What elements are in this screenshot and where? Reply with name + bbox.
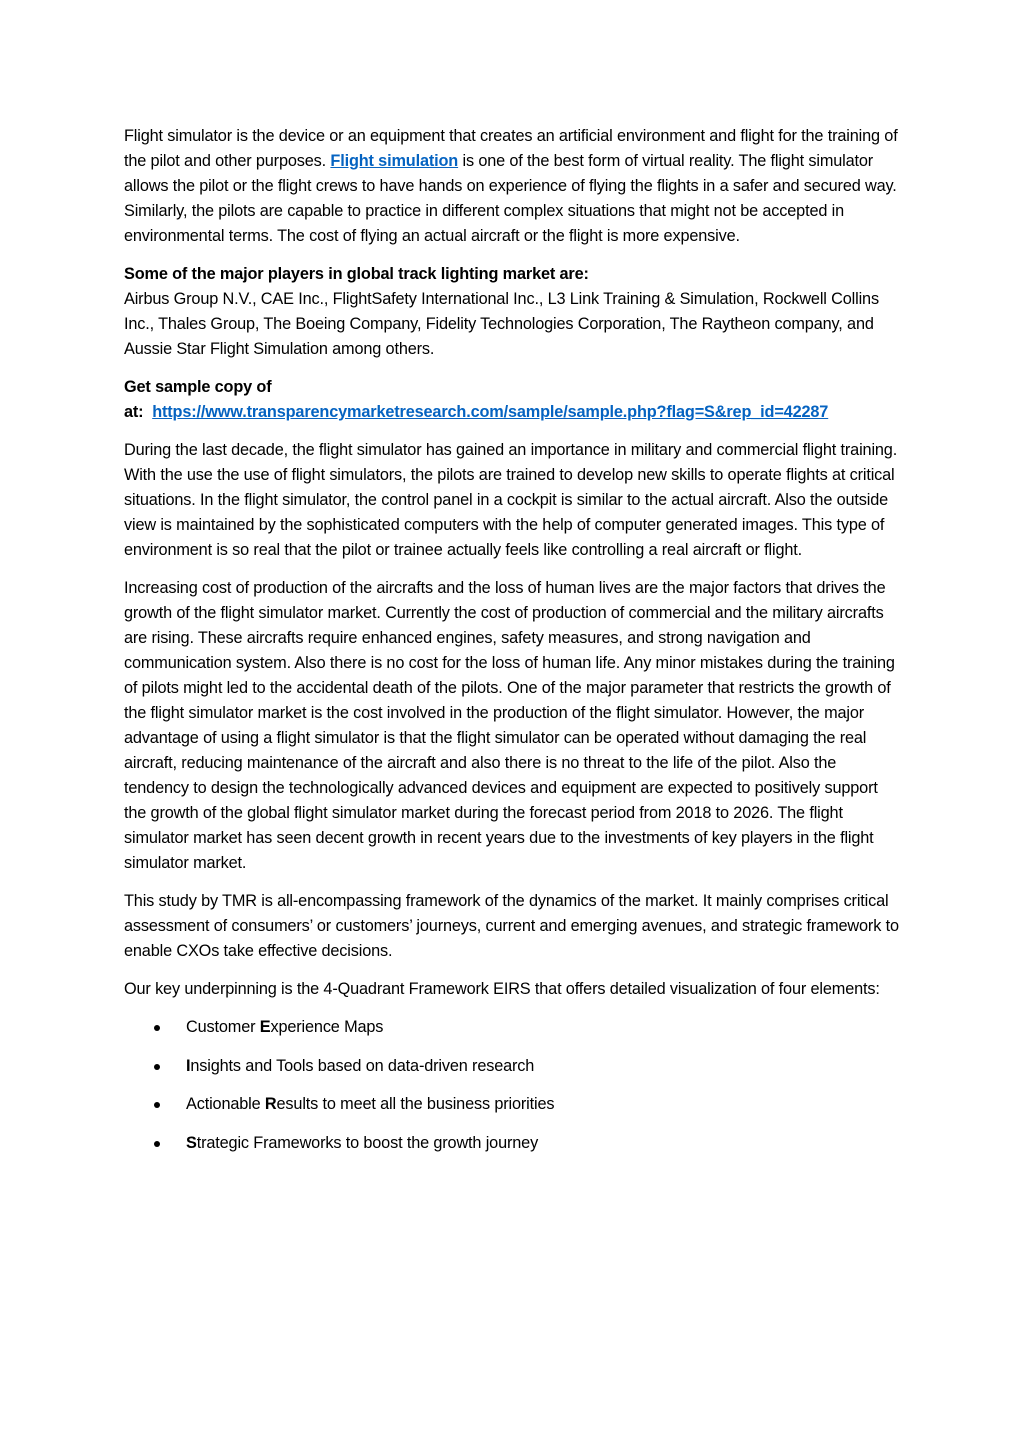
list-item: Insights and Tools based on data-driven research bbox=[124, 1054, 904, 1079]
list-item: Strategic Frameworks to boost the growth journey bbox=[124, 1131, 904, 1156]
eirs-bullet-list bbox=[124, 1015, 904, 1156]
bullet-letter: I bbox=[186, 1056, 191, 1075]
paragraph-framework: Our key underpinning is the 4-Quadrant Framework EIRS that offers detailed visualization of four elements: bbox=[124, 980, 880, 998]
bullet-icon bbox=[154, 1025, 160, 1031]
intro-text-end: is one of the best form of virtual reality. The flight simulator allows the pilot or the flight crews to have hands on experience of flying the flights in a safer and secured way. Similarly, the pilots are capable to practice in different complex situations that might not be accepted in environmental terms. The cost of flying an actual aircraft or the flight is more expensive. bbox=[124, 152, 897, 245]
sample-label-line2: at: bbox=[124, 403, 144, 421]
bullet-letter: R bbox=[264, 1095, 277, 1113]
bullet-icon bbox=[154, 1064, 160, 1070]
paragraph-growth-factors: Increasing cost of production of the aircrafts and the loss of human lives are the major factors that drives the growth of the flight simulator market. Currently the cost of production of commercial and the military aircrafts are rising. These aircrafts require enhanced engines, safety measures, and strong navigation and communication system. Also there is no cost for the loss of human life. Any minor mistakes during the training of pilots might led to the accidental death of the pilots. One of the major parameter that restricts the growth of the flight simulator market is the cost involved in the production of the flight simulator. However, the major advantage of using a flight simulator is that the flight simulator can be operated without damaging the real aircraft, reducing maintenance of the aircraft and also there is no threat to the life of the pilot. Also the tendency to design the technologically advanced devices and equipment are expected to positively support the growth of the global flight simulator market during the forecast period from 2018 to 2026. The flight simulator market has seen decent growth in recent years due to the investments of key players in the flight simulator market. bbox=[124, 579, 895, 872]
players-list: Airbus Group N.V., CAE Inc., FlightSafety International Inc., L3 Link Training & Simulation, Rockwell Collins Inc., Thales Group, The Boeing Company, Fidelity Technologies Corporation, The Raytheon company, and Aussie Star Flight Simulation among others. bbox=[124, 290, 879, 358]
players-heading: Some of the major players in global track lighting market are: bbox=[124, 265, 589, 283]
sample-paragraph bbox=[124, 375, 904, 425]
list-item: Customer Experience Maps bbox=[124, 1015, 904, 1040]
players-paragraph bbox=[124, 262, 904, 362]
bullet-letter: E bbox=[259, 1018, 271, 1036]
sample-url-link[interactable]: https://www.transparencymarketresearch.com/sample/sample.php?flag=S&rep_id=42287 bbox=[152, 403, 829, 421]
document-page bbox=[124, 124, 904, 1169]
bullet-icon bbox=[154, 1102, 160, 1108]
bullet-icon bbox=[154, 1141, 160, 1147]
list-item: Actionable Results to meet all the business priorities bbox=[124, 1092, 904, 1117]
flight-simulation-link[interactable]: Flight simulation bbox=[330, 152, 459, 170]
paragraph-tmr-study: This study by TMR is all-encompassing framework of the dynamics of the market. It mainly comprises critical assessment of consumers’ or customers’ journeys, current and emerging avenues, and strategic framework to enable CXOs take effective decisions. bbox=[124, 892, 899, 960]
intro-paragraph bbox=[124, 124, 904, 249]
paragraph-training: During the last decade, the flight simulator has gained an importance in military and commercial flight training. With the use the use of flight simulators, the pilots are trained to develop new skills to operate flights at critical situations. In the flight simulator, the control panel in a cockpit is similar to the actual aircraft. Also the outside view is maintained by the sophisticated computers with the help of computer generated images. This type of environment is so real that the pilot or trainee actually feels like controlling a real aircraft or flight. bbox=[124, 441, 898, 559]
intro-text-start: Flight simulator is the device or an equipment that creates an artificial environment and flight for the training of the pilot and other purposes. bbox=[124, 127, 898, 170]
bullet-letter: S bbox=[186, 1133, 197, 1152]
sample-label-line1: Get sample copy of bbox=[124, 378, 272, 396]
